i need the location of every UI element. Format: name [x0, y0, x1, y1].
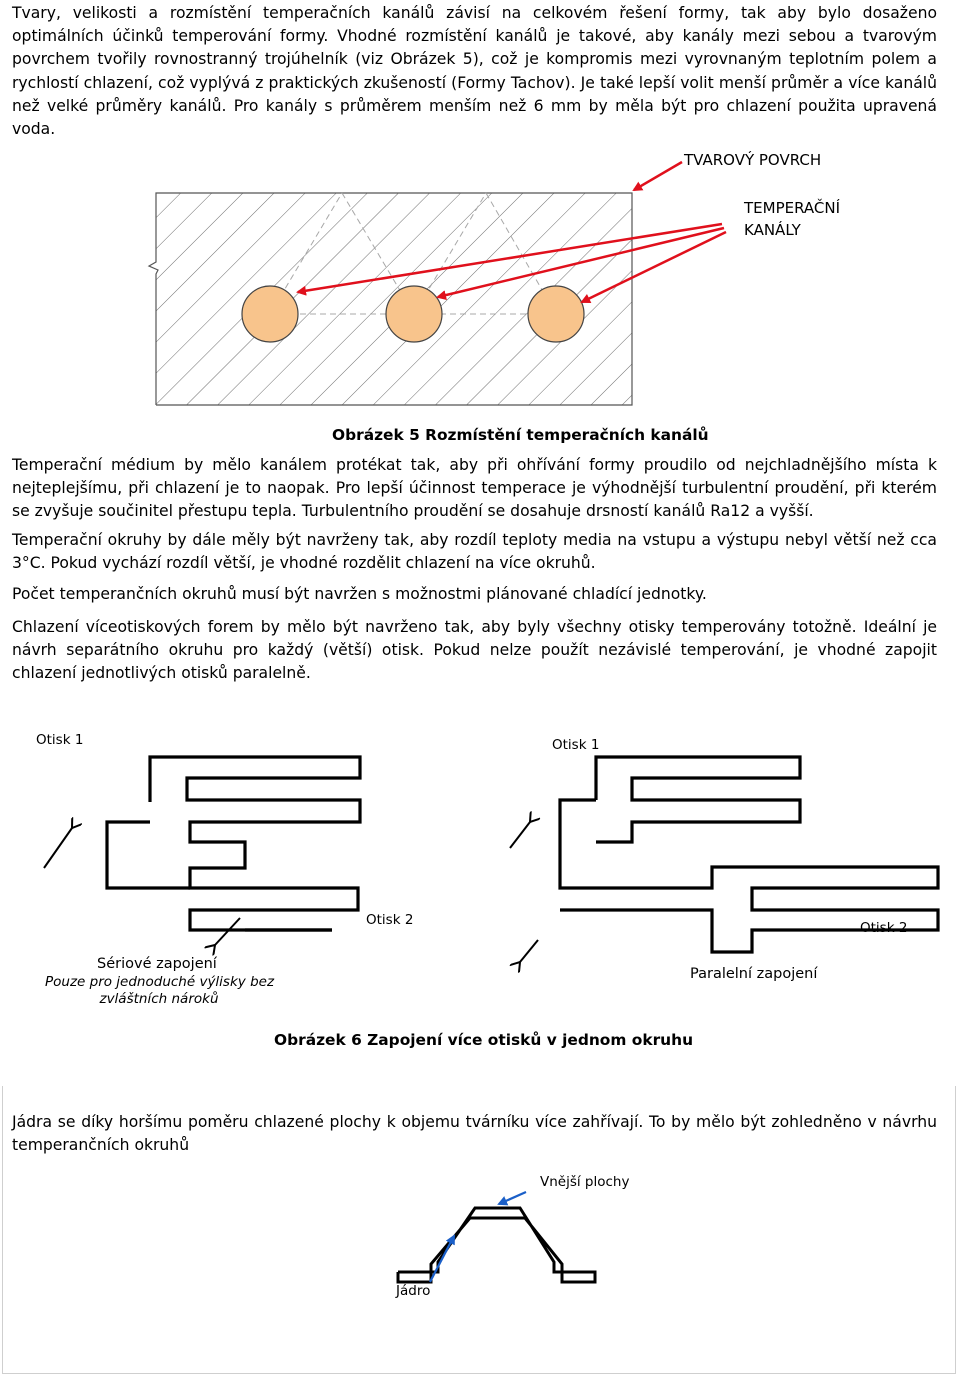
parallel-otisk-2-label: Otisk 2 [860, 920, 908, 936]
cooling-channel-3 [528, 286, 584, 342]
label-channels-line-2: KANÁLY [744, 221, 801, 239]
serial-outlet-arrow [215, 918, 240, 945]
mould-block [149, 193, 632, 405]
intro-paragraph: Tvary, velikosti a rozmístění temperačních kanálů závisí na celkovém řešení formy, tak aby bylo dosaženo optimálních účinků temperování formy. Vhodné rozmístění kanálů je takové, aby kanály mezi sebou a tvarovým povrchem tvořily rovnostranný trojúhelník (viz Obrázek 5), což je kompromis mezi vyrovnaným teplotním polem a rychlostí chlazení, což vyplývá z praktických zkušeností (Formy Tachov). Je také lepší volit menší průměr a více kanálů než velké průměry kanálů. Pro kanály s průměrem menším než 6 mm by měla být pro chlazení použita upravená voda. [12, 4, 937, 139]
circuit-count-paragraph: Počet temperančních okruhů musí být navržen s možnostmi plánované chladící jednotky. [12, 585, 707, 603]
core-paragraph: Jádra se díky horšímu poměru chlazené plochy k objemu tvárníku více zahřívají. To by mělo být zohledněno v návrhu temperančních okruhů [12, 1113, 937, 1155]
label-channels-line-1: TEMPERAČNÍ [744, 199, 841, 217]
serial-otisk-2-label: Otisk 2 [366, 912, 414, 928]
serial-note-line-2: zvláštních nároků [99, 991, 219, 1007]
parallel-title: Paralelní zapojení [690, 966, 818, 982]
serial-inlet-arrow [44, 828, 72, 868]
cooling-channel-2 [386, 286, 442, 342]
triangle-guides [270, 193, 556, 314]
serial-otisk-1-label: Otisk 1 [36, 732, 84, 748]
multi-cavity-paragraph: Chlazení víceotiskových forem by mělo být navrženo tak, aby byly všechny otisky temperovány totožně. Ideální je návrh separátního okruhu pro každý (větší) otisk. Pokud nelze použít nezávislé temperování, je vhodné zapojit chlazení jednotlivých otisků paralelně. [12, 618, 937, 683]
serial-diagram [107, 757, 360, 930]
parallel-inlet-arrow [510, 822, 530, 848]
outer-surfaces-label: Vnější plochy [540, 1174, 630, 1190]
figure-5-arrows [298, 162, 726, 302]
cooling-channel-1 [242, 286, 298, 342]
parallel-otisk-1-label: Otisk 1 [552, 737, 600, 753]
parallel-outlet-arrow [520, 940, 538, 962]
page-border [2, 1086, 956, 1374]
serial-title: Sériové zapojení [97, 956, 217, 972]
label-shaping-surface: TVAROVÝ POVRCH [684, 151, 822, 169]
serial-note-line-1: Pouze pro jednoduché výlisky bez [45, 974, 275, 990]
figure-6-caption: Obrázek 6 Zapojení více otisků v jednom okruhu [274, 1031, 694, 1049]
temperature-paragraph: Temperační okruhy by dále měly být navrženy tak, aby rozdíl teploty media na vstupu a výstupu nebyl větší než cca 3°C. Pokud vychází rozdíl větší, je vhodné rozdělit chlazení na více okruhů. [12, 531, 937, 573]
figure-5-caption: Obrázek 5 Rozmístění temperačních kanálů [332, 426, 709, 444]
core-label: Jádro [396, 1283, 431, 1299]
flow-paragraph: Temperační médium by mělo kanálem protékat tak, aby při ohřívání formy proudilo od nejchladnějšího místa k nejteplejšímu, při chlazení je to naopak. Pro lepší účinnost temperace je výhodnější turbulentní proudění, při kterém se zvyšuje součinitel přestupu tepla. Turbulentního proudění se dosahuje drsností kanálů Ra12 a vyšší. [12, 456, 937, 521]
